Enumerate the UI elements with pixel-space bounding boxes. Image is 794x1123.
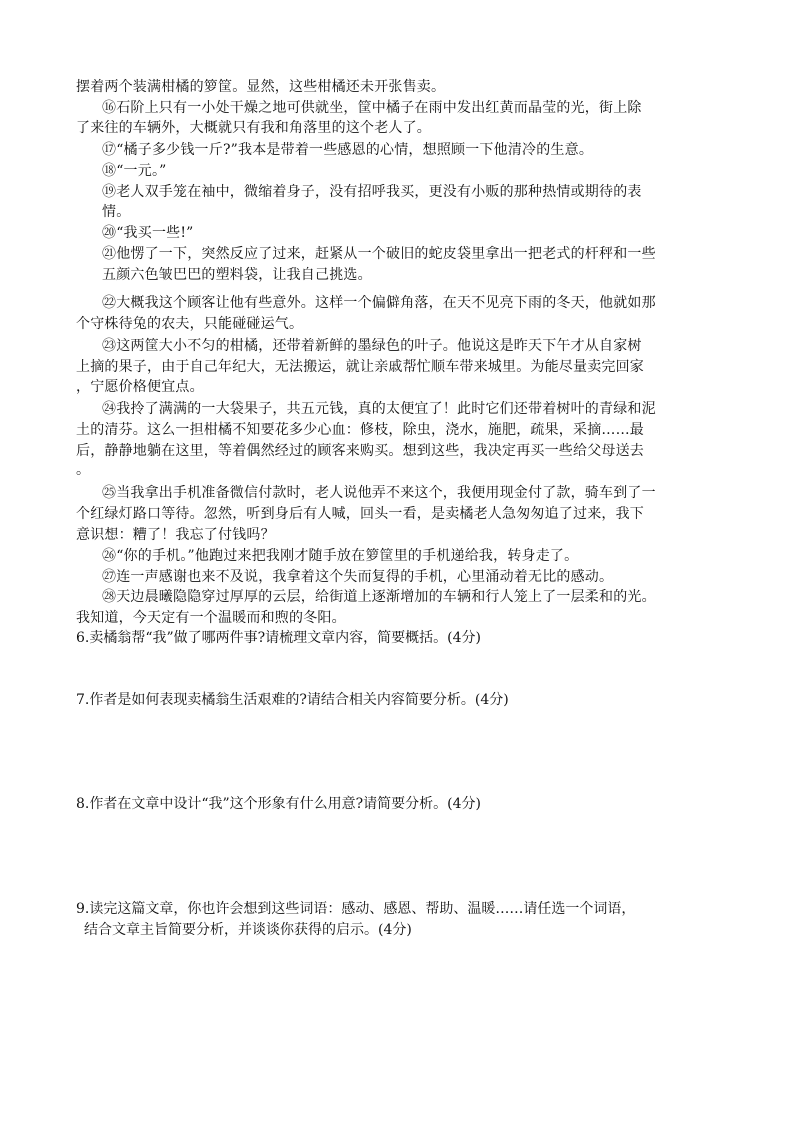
paragraph-28-line: ㉘天边晨曦隐隐穿过厚厚的云层，给街道上逐渐增加的车辆和行人笼上了一层柔和的光。 [102, 589, 656, 605]
paragraph-27-line: ㉗连一声感谢也来不及说，我拿着这个失而复得的手机，心里涌动着无比的感动。 [102, 569, 614, 585]
paragraph-23-line: ㉓这两筐大小不匀的柑橘，还带着新鲜的墨绿色的叶子。他说这是昨天下午才从自家树 [102, 338, 642, 354]
paragraph-17-line: ⑰“橘子多少钱一斤?”我本是带着一些感恩的心情，想照顾一下他清冷的生意。 [102, 142, 594, 158]
passage-line: 我知道，今天定有一个温暖而和煦的冬阳。 [76, 610, 346, 626]
passage-line: 了来往的车辆外，大概就只有我和角落里的这个老人了。 [76, 120, 431, 136]
passage-line: 。 [76, 462, 91, 478]
paragraph-25-line: ㉕当我拿出手机准备微信付款时，老人说他弄不来这个，我便用现金付了款，骑车到了一 [102, 485, 656, 501]
passage-line: 摆着两个装满柑橘的箩筐。显然，这些柑橘还未开张售卖。 [76, 79, 446, 95]
question-6: 6.卖橘翁帮“我”做了哪两件事?请梳理文章内容，简要概括。(4分) [76, 630, 482, 646]
passage-line: 情。 [102, 204, 131, 220]
paragraph-22-line: ㉒大概我这个顾客让他有些意外。这样一个偏僻角落，在天不见亮下雨的冬天，他就如那 [102, 295, 656, 311]
passage-line: 上摘的果子，由于自己年纪大，无法搬运，就让亲戚帮忙顺车带来城里。为能尽量卖完回家 [76, 359, 644, 375]
passage-line: ，宁愿价格便宜点。 [76, 379, 204, 395]
question-9-line-2: 结合文章主旨简要分析，并谈谈你获得的启示。(4分) [84, 922, 412, 938]
passage-line: 个守株待兔的农夫，只能碰碰运气。 [76, 316, 304, 332]
question-9-line-1: 9.读完这篇文章，你也许会想到这些词语：感动、感恩、帮助、温暖……请任选一个词语， [76, 901, 636, 917]
passage-line: 五颜六色皱巴巴的塑料袋，让我自己挑选。 [102, 267, 372, 283]
passage-line: 意识想：糟了！我忘了付钱吗？ [76, 527, 275, 543]
paragraph-19-line: ⑲老人双手笼在袖中，微缩着身子，没有招呼我买，更没有小贩的那种热情或期待的表 [102, 184, 642, 200]
paragraph-20-line: ⑳“我买一些!” [102, 225, 194, 241]
paragraph-21-line: ㉑他愣了一下，突然反应了过来，赶紧从一个破旧的蛇皮袋里拿出一把老式的杆秤和一些 [102, 246, 656, 262]
paragraph-26-line: ㉖“你的手机。”他跑过来把我刚才随手放在箩筐里的手机递给我，转身走了。 [102, 548, 579, 564]
question-8: 8.作者在文章中设计“我”这个形象有什么用意?请简要分析。(4分) [76, 796, 482, 812]
passage-line: 个红绿灯路口等待。忽然，听到身后有人喊，回头一看，是卖橘老人急匆匆追了过来，我下 [76, 506, 644, 522]
passage-line: 后，静静地躺在这里，等着偶然经过的顾客来购买。想到这些，我决定再买一些给父母送去 [76, 443, 644, 459]
passage-line: 土的清芬。这么一担柑橘不知要花多少心血：修枝，除虫，浇水，施肥，疏果，采摘……最 [76, 422, 644, 438]
paragraph-18-line: ⑱“一元。” [102, 163, 167, 179]
paragraph-16-line: ⑯石阶上只有一小处干燥之地可供就坐，筐中橘子在雨中发出红黄而晶莹的光，街上除 [102, 100, 642, 116]
question-7: 7.作者是如何表现卖橘翁生活艰难的?请结合相关内容简要分析。(4分) [76, 692, 509, 708]
paragraph-24-line: ㉔我拎了满满的一大袋果子，共五元钱，真的太便宜了！此时它们还带着树叶的青绿和泥 [102, 401, 656, 417]
